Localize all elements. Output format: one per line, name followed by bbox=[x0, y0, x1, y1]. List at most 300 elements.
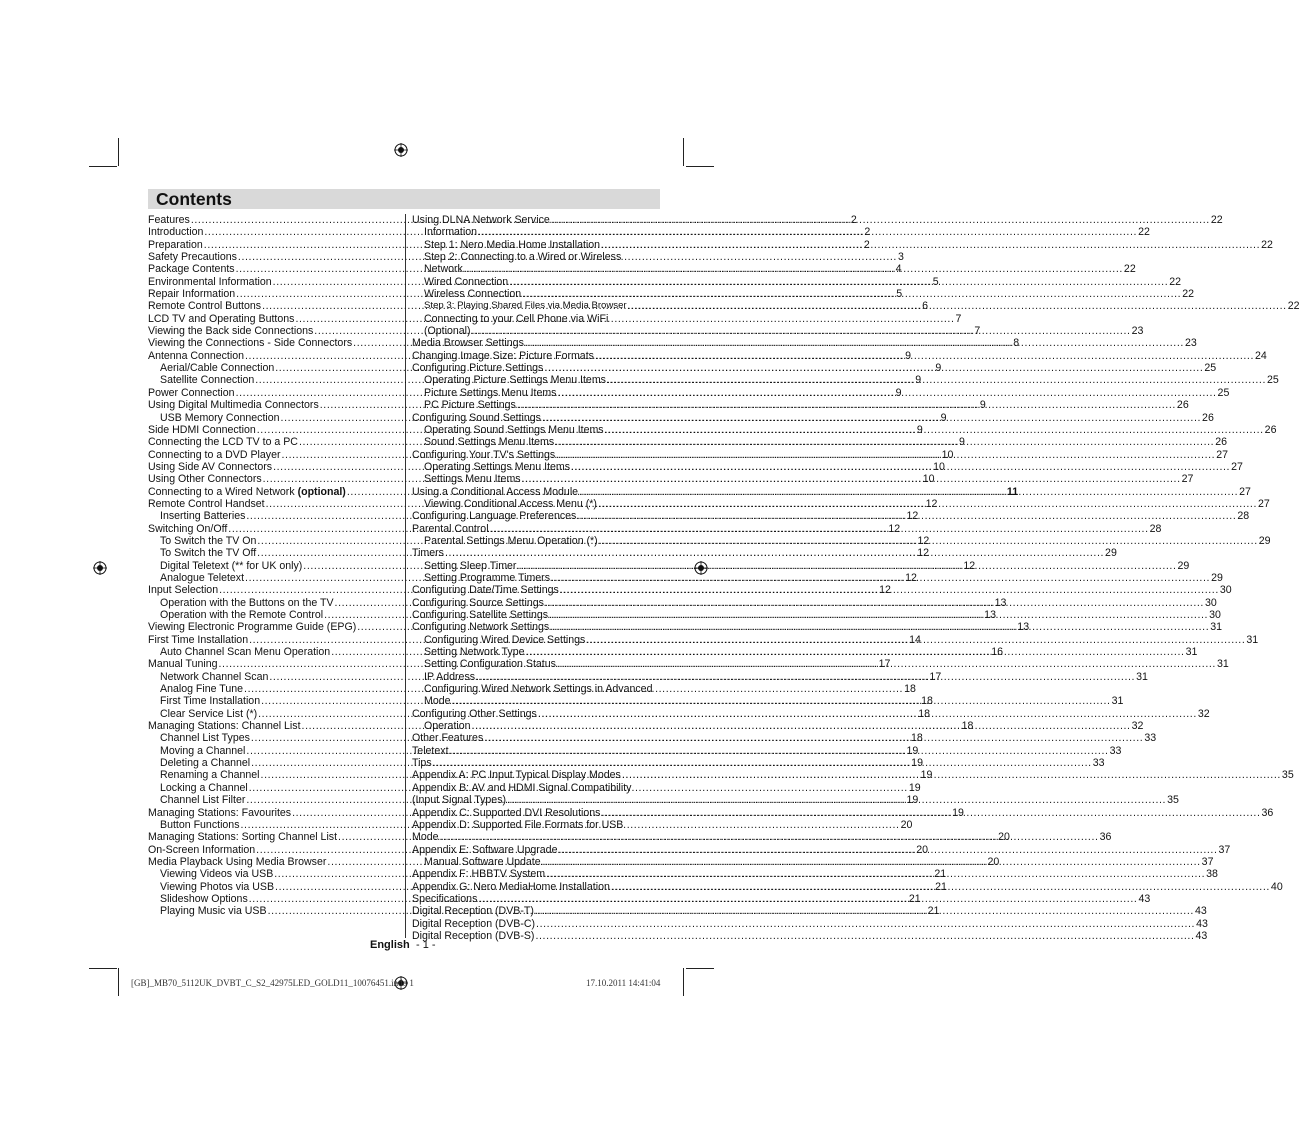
toc-page-number: 29 bbox=[1258, 534, 1271, 547]
toc-entry-title: Using Digital Multimedia Connectors bbox=[148, 399, 319, 412]
toc-page-number: 10 bbox=[941, 448, 954, 461]
toc-entry-title: Digital Reception (DVB-C) bbox=[412, 917, 536, 930]
toc-entry[interactable] bbox=[412, 411, 1214, 424]
toc-entry-title: Setting Network Type bbox=[424, 646, 525, 659]
crop-mark bbox=[89, 968, 117, 969]
toc-entry-title: Manual Tuning bbox=[148, 658, 218, 671]
toc-entry-title: Configuring Picture Settings bbox=[412, 362, 544, 375]
toc-dot-leader bbox=[509, 276, 1168, 288]
toc-dot-leader bbox=[542, 856, 1201, 868]
toc-entry-title: Operation with the Buttons on the TV bbox=[160, 596, 334, 609]
toc-page-number: 30 bbox=[1209, 609, 1221, 621]
toc-entry-title: Configuring Sound Settings bbox=[412, 411, 541, 424]
toc-page-number: 40 bbox=[1270, 880, 1283, 893]
toc-page-number: 9 bbox=[940, 411, 947, 424]
toc-entry-title: Playing Music via USB bbox=[160, 905, 267, 918]
toc-entry-title: Setting Sleep Timer bbox=[424, 559, 517, 572]
toc-page-number: 31 bbox=[1136, 670, 1148, 683]
toc-entry-title: Changing Image Size: Picture Formats bbox=[412, 349, 594, 362]
toc-entry-title: Appendix A: PC Input Typical Display Modes bbox=[412, 769, 621, 782]
toc-page-number: 18 bbox=[904, 683, 916, 696]
toc-dot-leader bbox=[478, 893, 1137, 905]
toc-entry-title: Inserting Batteries bbox=[160, 510, 246, 523]
footer-language: English bbox=[370, 939, 410, 951]
toc-entry-title: Introduction bbox=[148, 226, 204, 239]
toc-dot-leader bbox=[557, 387, 1216, 399]
slug-datetime: 17.10.2011 14:41:04 bbox=[586, 978, 661, 988]
toc-page-number: 27 bbox=[1181, 473, 1194, 486]
toc-entry-title: Mode bbox=[424, 695, 451, 708]
toc-entry-title: Viewing Conditional Access Menu (*) bbox=[424, 497, 597, 510]
toc-dot-leader bbox=[598, 498, 1257, 510]
toc-page-number: 13 bbox=[994, 596, 1007, 609]
toc-dot-leader bbox=[605, 424, 1264, 436]
registration-mark-icon bbox=[394, 143, 408, 157]
toc-page-number: 14 bbox=[909, 633, 921, 646]
toc-page-number: 21 bbox=[934, 868, 947, 881]
toc-page-number: 24 bbox=[1255, 349, 1267, 362]
toc-entry-title: Analogue Teletext bbox=[160, 571, 245, 584]
toc-page-number: 22 bbox=[1138, 226, 1150, 239]
crop-mark bbox=[686, 166, 714, 167]
slug-filename: [GB]_MB70_5112UK_DVBT_C_S2_42975LED_GOLD11_10076451.indd 1 bbox=[131, 978, 414, 988]
crop-mark bbox=[683, 138, 684, 166]
toc-entry-title: Mode bbox=[412, 831, 439, 844]
toc-entry-title: Specifications bbox=[412, 892, 478, 905]
toc-dot-leader bbox=[544, 362, 1203, 374]
toc-entry[interactable] bbox=[412, 436, 1228, 449]
toc-dot-leader bbox=[577, 510, 1236, 522]
toc-entry-line[interactable]: Configuring Wired Network Settings in Advanced bbox=[424, 683, 653, 696]
toc-page-number: 38 bbox=[1206, 868, 1218, 881]
toc-entry-title: Channel List Types bbox=[160, 732, 250, 745]
toc-page-number: 5 bbox=[896, 288, 903, 301]
toc-dot-leader bbox=[526, 646, 1185, 658]
toc-page-number: 9 bbox=[905, 349, 911, 362]
toc-page-number: 22 bbox=[1287, 300, 1300, 313]
toc-entry-title: Viewing Electronic Programme Guide (EPG) bbox=[148, 621, 357, 634]
toc-dot-leader bbox=[546, 868, 1205, 880]
toc-page-number: 22 bbox=[1169, 275, 1182, 288]
toc-dot-leader bbox=[556, 449, 1215, 461]
toc-entry-title: Switching On/Off bbox=[148, 522, 228, 535]
toc-entry-title: LCD TV and Operating Buttons bbox=[148, 312, 295, 325]
toc-entry-title: Connecting to a Wired Network (optional) bbox=[148, 485, 346, 498]
toc-entry-title: Operating Picture Settings Menu Items bbox=[424, 374, 606, 387]
toc-page-number: 12 bbox=[888, 522, 901, 535]
toc-dot-leader bbox=[433, 757, 1092, 769]
toc-entry-title: Configuring Satellite Settings bbox=[412, 609, 549, 621]
toc-entry-line[interactable]: Appendix D: Supported File Formats for USB bbox=[412, 818, 624, 831]
toc-entry[interactable] bbox=[412, 300, 1300, 313]
toc-page-number: 26 bbox=[1264, 423, 1277, 436]
toc-entry-title: Connecting the LCD TV to a PC bbox=[148, 436, 298, 449]
toc-entry[interactable] bbox=[412, 386, 1230, 399]
toc-entry-title: Antenna Connection bbox=[148, 349, 245, 362]
toc-entry-title: Tips bbox=[412, 757, 432, 770]
toc-entry-title: Media Playback Using Media Browser bbox=[148, 855, 327, 868]
toc-page-number: 36 bbox=[1099, 831, 1112, 844]
toc-entry[interactable] bbox=[412, 423, 1277, 436]
toc-page-number: 19 bbox=[911, 757, 923, 770]
toc-entry-line[interactable]: Step 2: Connecting to a Wired or Wireless bbox=[424, 251, 622, 264]
toc-dot-leader bbox=[478, 226, 1137, 238]
toc-page-number: 33 bbox=[1092, 757, 1105, 770]
toc-dot-leader bbox=[507, 794, 1166, 806]
toc-entry-title: Aerial/Cable Connection bbox=[160, 362, 275, 375]
toc-entry[interactable] bbox=[412, 325, 1144, 338]
toc-entry-title: PC Picture Settings bbox=[424, 399, 516, 412]
toc-page-number: 11 bbox=[1006, 485, 1019, 498]
toc-entry-title: (Input Signal Types) bbox=[412, 794, 507, 807]
toc-page-number: 21 bbox=[908, 892, 921, 905]
toc-dot-leader bbox=[535, 930, 1194, 942]
toc-entry-title: Viewing Videos via USB bbox=[160, 868, 274, 881]
toc-entry-title: Using Side AV Connectors bbox=[148, 460, 273, 473]
toc-page-number: 13 bbox=[984, 609, 996, 621]
toc-page-number: 31 bbox=[1246, 633, 1259, 646]
toc-dot-leader bbox=[472, 720, 1131, 732]
toc-entry-title: Connecting to a DVD Player bbox=[148, 448, 281, 461]
toc-entry-title: Parental Settings Menu Operation (*) bbox=[424, 534, 598, 547]
toc-entry-title: Package Contents bbox=[148, 263, 235, 276]
toc-page-number: 19 bbox=[952, 806, 964, 819]
toc-entry-title: Channel List Filter bbox=[160, 794, 246, 807]
toc-entry[interactable] bbox=[412, 263, 1136, 276]
toc-entry-title: Configuring Network Settings bbox=[412, 621, 550, 634]
toc-page-number: 18 bbox=[921, 695, 933, 708]
toc-entry-title: Manual Software Update bbox=[424, 855, 541, 868]
toc-entry-title: Information bbox=[424, 226, 477, 239]
toc-page-number: 8 bbox=[1013, 337, 1020, 350]
toc-entry-title: On-Screen Information bbox=[148, 843, 256, 856]
crop-mark bbox=[118, 138, 119, 166]
toc-entry-title: Configuring Other Settings bbox=[412, 707, 537, 720]
toc-entry-line[interactable]: Connecting to your Cell Phone via WiFi bbox=[424, 312, 609, 325]
toc-entry[interactable] bbox=[412, 238, 1273, 251]
toc-page-number: 30 bbox=[1204, 596, 1217, 609]
toc-page-number: 29 bbox=[1211, 571, 1223, 584]
toc-entry-title: Digital Reception (DVB-S) bbox=[412, 929, 535, 942]
toc-dot-leader bbox=[550, 621, 1209, 633]
toc-entry-title: Button Functions bbox=[160, 818, 240, 831]
toc-dot-leader bbox=[522, 288, 1181, 300]
toc-dot-leader bbox=[517, 560, 1176, 572]
toc-page-number: 31 bbox=[1210, 621, 1223, 634]
toc-dot-leader bbox=[558, 844, 1217, 856]
toc-page-number: 22 bbox=[1123, 263, 1136, 276]
toc-dot-leader bbox=[557, 658, 1216, 670]
toc-dot-leader bbox=[551, 214, 1210, 226]
toc-entry[interactable] bbox=[412, 374, 1279, 387]
toc-dot-leader bbox=[607, 374, 1266, 386]
toc-entry-title: Using Other Connectors bbox=[148, 473, 262, 486]
toc-dot-leader bbox=[555, 436, 1214, 448]
toc-page-number: 26 bbox=[1176, 399, 1189, 412]
toc-dot-leader bbox=[445, 547, 1104, 559]
toc-entry[interactable] bbox=[412, 929, 1208, 942]
toc-dot-leader bbox=[450, 745, 1109, 757]
toc-dot-leader bbox=[476, 671, 1135, 683]
toc-page-number: 36 bbox=[1261, 806, 1274, 819]
toc-page-number: 25 bbox=[1267, 374, 1279, 387]
toc-page-number: 20 bbox=[916, 843, 929, 856]
toc-page-number: 2 bbox=[864, 226, 871, 239]
toc-entry-bold-suffix: (optional) bbox=[294, 485, 346, 498]
toc-entry-title: Operation with the Remote Control bbox=[160, 609, 324, 621]
toc-entry-title: Remote Control Buttons bbox=[148, 300, 262, 313]
toc-page-number: 35 bbox=[1281, 769, 1294, 782]
toc-entry[interactable] bbox=[412, 337, 1197, 350]
toc-dot-leader bbox=[622, 769, 1281, 781]
toc-page-number: 19 bbox=[920, 769, 933, 782]
toc-page-number: 26 bbox=[1202, 411, 1214, 424]
toc-dot-leader bbox=[535, 905, 1194, 917]
toc-page-number: 19 bbox=[906, 744, 919, 757]
toc-entry-title: Configuring Wired Device Settings bbox=[424, 633, 586, 646]
toc-entry-title: Repair Information bbox=[148, 288, 236, 301]
toc-entry-title: Media Browser Settings bbox=[412, 337, 524, 350]
toc-page-number: 30 bbox=[1219, 584, 1232, 597]
toc-dot-leader bbox=[599, 535, 1258, 547]
toc-entry-line[interactable]: Appendix B: AV and HDMI Signal Compatibility bbox=[412, 781, 632, 794]
toc-entry-title: Renaming a Channel bbox=[160, 769, 260, 782]
toc-entry-title: Clear Service List (*) bbox=[160, 707, 258, 720]
toc-page-number: 6 bbox=[922, 300, 929, 313]
toc-page-number: 27 bbox=[1239, 485, 1251, 498]
toc-dot-leader bbox=[560, 584, 1219, 596]
toc-dot-leader bbox=[551, 572, 1210, 584]
toc-entry[interactable] bbox=[412, 399, 1189, 412]
toc-entry[interactable] bbox=[412, 362, 1217, 375]
toc-page-number: 2 bbox=[863, 238, 870, 251]
toc-page-number: 43 bbox=[1138, 892, 1151, 905]
toc-page-number: 16 bbox=[991, 646, 1004, 659]
toc-page-number: 18 bbox=[961, 720, 974, 733]
crop-mark bbox=[118, 968, 119, 996]
toc-entry-title: Slideshow Options bbox=[160, 892, 248, 905]
toc-page-number: 33 bbox=[1109, 744, 1122, 757]
toc-entry-title: Step 1: Nero Media Home Installation bbox=[424, 238, 601, 251]
toc-page-number: 19 bbox=[908, 781, 921, 794]
toc-dot-leader bbox=[628, 300, 1287, 312]
toc-dot-leader bbox=[545, 597, 1204, 609]
toc-entry-title: Preparation bbox=[148, 238, 203, 251]
toc-entry-title: USB Memory Connection bbox=[160, 411, 280, 424]
toc-entry[interactable] bbox=[412, 226, 1150, 239]
toc-entry-title: Managing Stations: Channel List bbox=[148, 720, 301, 733]
toc-entry[interactable] bbox=[412, 214, 1223, 226]
toc-page-number: 43 bbox=[1196, 917, 1208, 930]
toc-page-number: 12 bbox=[917, 534, 930, 547]
toc-dot-leader bbox=[586, 634, 1245, 646]
toc-page-number: 22 bbox=[1261, 238, 1273, 251]
toc-entry-title: Analog Fine Tune bbox=[160, 683, 244, 696]
toc-dot-leader bbox=[595, 350, 1254, 362]
toc-dot-leader bbox=[536, 918, 1195, 930]
toc-page-number: 32 bbox=[1197, 707, 1210, 720]
toc-entry-title: Viewing the Back side Connections bbox=[148, 325, 314, 338]
toc-entry-title: Settings Menu Items bbox=[424, 473, 521, 486]
toc-entry-title: Setting Programme Timers bbox=[424, 571, 550, 584]
toc-page-number: 10 bbox=[933, 460, 945, 473]
toc-entry[interactable] bbox=[412, 275, 1182, 288]
toc-page-number: 21 bbox=[927, 905, 940, 918]
toc-entry-title: Moving a Channel bbox=[160, 744, 246, 757]
toc-page-number: 12 bbox=[963, 559, 976, 572]
toc-page-number: 29 bbox=[1105, 547, 1117, 560]
toc-entry-title: Configuring Date/Time Settings bbox=[412, 584, 559, 597]
toc-dot-leader bbox=[571, 461, 1230, 473]
toc-entry-title: Satellite Connection bbox=[160, 374, 255, 387]
toc-entry[interactable] bbox=[412, 917, 1208, 930]
toc-dot-leader bbox=[611, 881, 1270, 893]
toc-entry-title: Using DLNA Network Service bbox=[412, 214, 550, 226]
crop-mark bbox=[686, 968, 714, 969]
toc-dot-leader bbox=[452, 695, 1111, 707]
toc-page-number: 25 bbox=[1217, 386, 1230, 399]
toc-entry-title: IP Address bbox=[424, 670, 476, 683]
footer-page-number: - 1 - bbox=[416, 939, 436, 951]
toc-page-number: 20 bbox=[900, 818, 913, 831]
toc-entry-title: Side HDMI Connection bbox=[148, 423, 256, 436]
toc-entry-title: Input Selection bbox=[148, 584, 219, 597]
toc-dot-leader bbox=[440, 831, 1099, 843]
toc-page-number: 18 bbox=[910, 732, 923, 745]
toc-page-number: 31 bbox=[1216, 658, 1229, 671]
toc-page-number: 9 bbox=[979, 399, 986, 412]
toc-entry-title: Locking a Channel bbox=[160, 781, 248, 794]
toc-page-number: 12 bbox=[906, 510, 919, 523]
toc-dot-leader bbox=[549, 609, 1208, 621]
toc-entry-title: Auto Channel Scan Menu Operation bbox=[160, 646, 331, 659]
toc-page-number: 4 bbox=[895, 263, 902, 276]
toc-entry-title: Features bbox=[148, 214, 190, 226]
toc-entry-title: Setting Configuration Status bbox=[424, 658, 556, 671]
toc-page-number: 13 bbox=[1017, 621, 1030, 634]
toc-page-number: 9 bbox=[916, 423, 923, 436]
toc-page-number: 26 bbox=[1215, 436, 1228, 449]
toc-entry-title: Configuring Language Preferences bbox=[412, 510, 577, 523]
toc-page-number: 27 bbox=[1258, 497, 1270, 510]
toc-page-number: 32 bbox=[1131, 720, 1144, 733]
toc-page-number: 21 bbox=[935, 880, 947, 893]
toc-page-number: 18 bbox=[918, 707, 930, 720]
toc-entry-title: Environmental Information bbox=[148, 275, 272, 288]
toc-entry-title: Wired Connection bbox=[424, 275, 509, 288]
toc-page-number: 17 bbox=[929, 670, 942, 683]
toc-entry-title: Other Features bbox=[412, 732, 484, 745]
toc-entry-title: First Time Installation bbox=[148, 633, 249, 646]
toc-entry-title: Appendix E: Software Upgrade bbox=[412, 843, 558, 856]
toc-entry-title: Remote Control Handset bbox=[148, 497, 265, 510]
toc-page-number: 31 bbox=[1111, 695, 1124, 708]
toc-page-number: 27 bbox=[1231, 460, 1243, 473]
toc-entry-title: Sound Settings Menu Items bbox=[424, 436, 555, 449]
toc-page-number: 10 bbox=[922, 473, 935, 486]
toc-page-number: 17 bbox=[878, 658, 891, 671]
toc-dot-leader bbox=[484, 732, 1143, 744]
toc-entry-title: Network Channel Scan bbox=[160, 670, 269, 683]
toc-entry-title: Network bbox=[424, 263, 463, 276]
toc-dot-leader bbox=[522, 473, 1181, 485]
toc-page-number: 37 bbox=[1218, 843, 1231, 856]
toc-page-number: 23 bbox=[1184, 337, 1197, 350]
toc-page-number: 12 bbox=[925, 497, 938, 510]
toc-page-number: 31 bbox=[1185, 646, 1198, 659]
toc-dot-leader bbox=[542, 412, 1201, 424]
registration-mark-icon bbox=[93, 561, 107, 575]
toc-dot-leader bbox=[538, 708, 1197, 720]
toc-entry-title: Parental Control bbox=[412, 522, 489, 535]
toc-page-number: 9 bbox=[895, 386, 902, 399]
toc-page-number: 2 bbox=[850, 214, 857, 226]
toc-entry-title: Appendix C: Supported DVI Resolutions bbox=[412, 806, 601, 819]
toc-page-number: 3 bbox=[897, 251, 904, 264]
toc-entry-title: Viewing Photos via USB bbox=[160, 880, 275, 893]
toc-page-number: 12 bbox=[917, 547, 930, 560]
toc-entry[interactable] bbox=[412, 349, 1267, 362]
toc-entry-title: Appendix G: Nero MediaHome Installation bbox=[412, 880, 610, 893]
toc-entry-title: To Switch the TV Off bbox=[160, 547, 257, 560]
contents-title-bar bbox=[148, 189, 660, 209]
toc-entry-title: Deleting a Channel bbox=[160, 757, 251, 770]
toc-page-number: 33 bbox=[1144, 732, 1157, 745]
toc-page-number: 9 bbox=[959, 436, 965, 449]
toc-entry-title: Operating Sound Settings Menu Items bbox=[424, 423, 604, 436]
toc-page-number: 22 bbox=[1210, 214, 1223, 226]
toc-dot-leader bbox=[490, 523, 1149, 535]
toc-dot-leader bbox=[579, 486, 1238, 498]
toc-entry-title: Timers bbox=[412, 547, 444, 560]
toc-entry-title: Viewing the Connections - Side Connectors bbox=[148, 337, 353, 350]
toc-page-number: 27 bbox=[1216, 448, 1229, 461]
toc-entry-title: Digital Reception (DVB-T) bbox=[412, 905, 534, 918]
toc-page-number: 28 bbox=[1237, 510, 1250, 523]
page-title: Contents bbox=[156, 189, 232, 209]
toc-entry-title: Teletext bbox=[412, 744, 449, 757]
toc-dot-leader bbox=[525, 337, 1184, 349]
toc-page-number: 43 bbox=[1194, 905, 1207, 918]
toc-page-number: 7 bbox=[974, 325, 981, 338]
toc-entry[interactable] bbox=[412, 288, 1195, 301]
toc-dot-leader bbox=[601, 807, 1260, 819]
toc-page-number: 9 bbox=[935, 362, 942, 375]
toc-entry-title: Configuring Your TV's Settings bbox=[412, 448, 556, 461]
toc-page-number: 35 bbox=[1167, 794, 1179, 807]
toc-entry-title: Managing Stations: Sorting Channel List bbox=[148, 831, 338, 844]
toc-entry-title: Step 3: Playing Shared Files via Media Browser bbox=[424, 300, 627, 312]
toc-dot-leader bbox=[464, 263, 1123, 275]
crop-mark bbox=[89, 166, 117, 167]
toc-page-number: 22 bbox=[1182, 288, 1195, 301]
toc-page-number: 23 bbox=[1131, 325, 1144, 338]
toc-entry-title: First Time Installation bbox=[160, 695, 261, 708]
toc-page-number: 25 bbox=[1204, 362, 1217, 375]
toc-page-number: 20 bbox=[987, 855, 1000, 868]
toc-entry-title: To Switch the TV On bbox=[160, 534, 257, 547]
toc-page-number: 12 bbox=[905, 571, 917, 584]
toc-entry-title: Wireless Connection bbox=[424, 288, 522, 301]
toc-entry-title: Using a Conditional Access Module bbox=[412, 485, 579, 498]
toc-page-number: 12 bbox=[879, 584, 891, 597]
toc-entry-title: Picture Settings Menu Items bbox=[424, 386, 557, 399]
toc-page-number: 5 bbox=[932, 275, 939, 288]
toc-entry-title: Operation bbox=[424, 720, 471, 733]
toc-dot-leader bbox=[517, 399, 1176, 411]
toc-page-number: 29 bbox=[1177, 559, 1190, 572]
toc-entry-title: Managing Stations: Favourites bbox=[148, 806, 292, 819]
